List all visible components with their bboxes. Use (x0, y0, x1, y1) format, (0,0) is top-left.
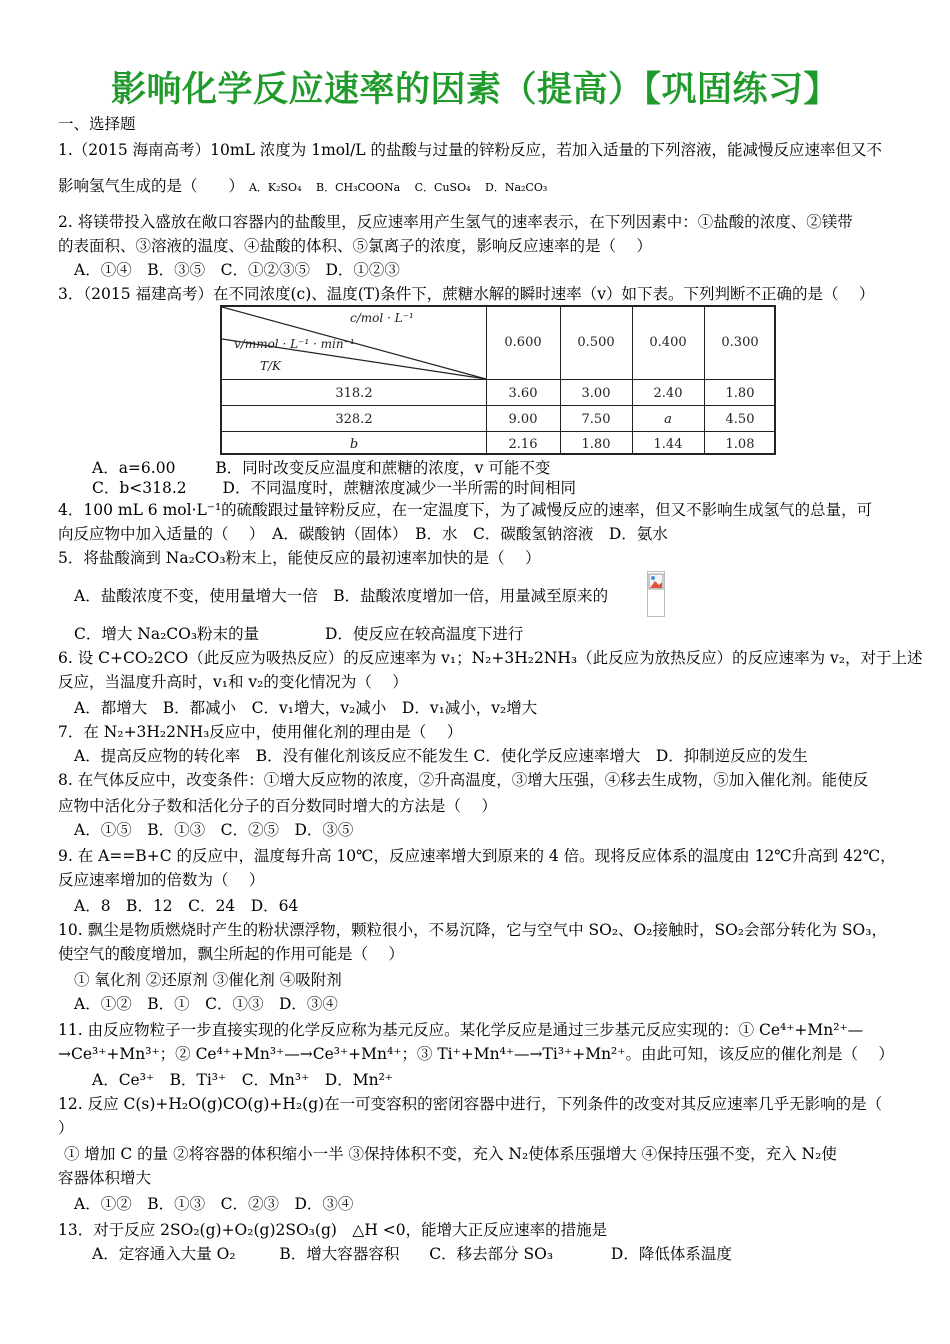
row-2-val-3: a (664, 412, 672, 427)
question-9-options: A．8 B．12 C．24 D．64 (74, 897, 299, 915)
question-1-options: A．K₂SO₄ B．CH₃COONa C．CuSO₄ D．Na₂CO₃ (248, 181, 548, 194)
header-temperature: T/K (260, 359, 282, 373)
question-13-option-c: C．移去部分 SO₃ (429, 1245, 554, 1263)
question-9-line-2: 反应速率增加的倍数为（ ） (58, 871, 265, 889)
question-12-line-1: 12. 反应 C(s)+H₂O(g)CO(g)+H₂(g)在一可变容积的密闭容器中进行，下列条件的改变对其反应速率几乎无影响的是（ (58, 1095, 883, 1113)
row-3-val-3: 1.44 (653, 437, 683, 452)
question-12-line-3: ① 增加 C 的量 ②将容器的体积缩小一半 ③保持体积不变，充入 N₂使体系压强增大 ④保持压强不变，充入 N₂使 (64, 1145, 837, 1163)
conc-2: 0.500 (577, 335, 615, 350)
question-1-line-2 (58, 174, 898, 200)
question-11-options: A．Ce³⁺ B．Ti³⁺ C．Mn³⁺ D．Mn²⁺ (92, 1071, 393, 1089)
question-5-line-1: 5．将盐酸滴到 Na₂CO₃粉末上，能使反应的最初速率加快的是（ ） (58, 549, 541, 567)
question-12-line-4: 容器体积增大 (58, 1169, 152, 1187)
question-11-line-1: 11. 由反应物粒子一步直接实现的化学反应称为基元反应。某化学反应是通过三步基元反应实现的：① Ce⁴⁺+Mn²⁺— (58, 1021, 864, 1039)
question-13-options (92, 1242, 932, 1266)
table-diagonals (222, 307, 778, 457)
row-1-val-4: 1.80 (725, 386, 755, 401)
row-1-val-2: 3.00 (581, 386, 611, 401)
question-4-line-1: 4．100 mL 6 mol·L⁻¹的硫酸跟过量锌粉反应，在一定温度下，为了减慢反应的速率，但又不影响生成氢气的总量，可 (58, 501, 873, 519)
broken-image-icon (647, 571, 665, 617)
question-5-option-d: D．使反应在较高温度下进行 (324, 625, 524, 643)
question-3-option-d: D．不同温度时，蔗糖浓度减少一半所需的时间相同 (222, 479, 576, 497)
conc-4: 0.300 (721, 335, 759, 350)
question-4-line-2: 向反应物中加入适量的（ ） A．碳酸钠（固体） B．水 C．碳酸氢钠溶液 D．氨水 (58, 525, 668, 543)
question-3-option-c: C．b<318.2 (92, 479, 187, 497)
question-7-line-1: 7．在 N₂+3H₂2NH₃反应中，使用催化剂的理由是（ ） (58, 723, 463, 741)
question-1-stem-end: 影响氢气生成的是（ ） (58, 177, 245, 195)
question-6-line-2: 反应，当温度升高时，v₁和 v₂的变化情况为（ ） (58, 673, 408, 691)
question-12-line-2: ） (58, 1119, 74, 1137)
header-rate: v/mmol · L⁻¹ · min⁻¹ (234, 337, 355, 351)
row-3-val-4: 1.08 (725, 437, 755, 452)
question-1-line-1: 1.（2015 海南高考）10mL 浓度为 1mol/L 的盐酸与过量的锌粉反应，若加入适量的下列溶液，能减慢反应速率但又不 (58, 141, 883, 159)
question-10-choices: ① 氧化剂 ②还原剂 ③催化剂 ④吸附剂 (74, 971, 342, 989)
row-2-val-1: 9.00 (508, 412, 538, 427)
question-5-options-cd (74, 622, 914, 646)
question-5-option-c: C．增大 Na₂CO₃粉末的量 (74, 625, 260, 643)
question-8-line-2: 应物中活化分子数和活化分子的百分数同时增大的方法是（ ） (58, 797, 497, 815)
row-3-val-2: 1.80 (581, 437, 611, 452)
row-1-val-1: 3.60 (508, 386, 538, 401)
question-2-line-1: 2. 将镁带投入盛放在敞口容器内的盐酸里，反应速率用产生氢气的速率表示，在下列因素中：①盐酸的浓度、②镁带 (58, 213, 853, 231)
question-2-options: A．①④ B．③⑤ C．①②③⑤ D．①②③ (74, 261, 400, 279)
rate-table (220, 305, 776, 455)
question-5-options-ab: A．盐酸浓度不变，使用量增大一倍 B．盐酸浓度增加一倍，用量减至原来的 (74, 587, 609, 605)
row-2-val-4: 4.50 (725, 412, 755, 427)
question-8-line-1: 8. 在气体反应中，改变条件：①增大反应物的浓度，②升高温度，③增大压强，④移去生成物，⑤加入催化剂。能使反 (58, 771, 869, 789)
row-2-temp: 328.2 (335, 412, 373, 427)
question-8-options: A．①⑤ B．①③ C．②⑤ D．③⑤ (74, 821, 354, 839)
question-13-line-1: 13．对于反应 2SO₂(g)+O₂(g)2SO₃(g) △H <0，能增大正反应速率的措施是 (58, 1221, 608, 1239)
question-3-line-1: 3．（2015 福建高考）在不同浓度(c)、温度(T)条件下，蔗糖水解的瞬时速率（v）如下表。下列判断不正确的是（ ） (58, 285, 875, 303)
question-6-line-1: 6. 设 C+CO₂2CO（此反应为吸热反应）的反应速率为 v₁；N₂+3H₂2NH₃（此反应为放热反应）的反应速率为 v₂，对于上述 (58, 649, 923, 667)
row-1-temp: 318.2 (335, 386, 373, 401)
page-title: 影响化学反应速率的因素（提高）【巩固练习】 (110, 70, 839, 110)
question-10-line-1: 10. 飘尘是物质燃烧时产生的粉状漂浮物，颗粒很小，不易沉降，它与空气中 SO₂、O₂接触时，SO₂会部分转化为 SO₃， (58, 921, 887, 939)
row-1-val-3: 2.40 (653, 386, 683, 401)
section-heading: 一、选择题 (58, 115, 136, 133)
row-3-temp: b (349, 437, 359, 452)
question-10-line-2: 使空气的酸度增加，飘尘所起的作用可能是（ ） (58, 945, 404, 963)
question-9-line-1: 9. 在 A==B+C 的反应中，温度每升高 10℃，反应速率增大到原来的 4 倍。现将反应体系的温度由 12℃升高到 42℃， (58, 847, 896, 865)
question-13-option-a: A．定容通入大量 O₂ (92, 1245, 236, 1263)
conc-3: 0.400 (649, 335, 687, 350)
question-3-option-b: B．同时改变反应温度和蔗糖的浓度，v 可能不变 (215, 459, 551, 477)
question-10-options: A．①② B．① C．①③ D．③④ (74, 995, 338, 1013)
question-3-option-a: A．a=6.00 (92, 459, 176, 477)
row-3-val-1: 2.16 (508, 437, 538, 452)
question-11-line-2: →Ce³⁺+Mn³⁺；② Ce⁴⁺+Mn³⁺—→Ce³⁺+Mn⁴⁺；③ Ti⁺+Mn⁴⁺—→Ti³⁺+Mn²⁺。由此可知，该反应的催化剂是（ ） (58, 1045, 894, 1063)
question-13-option-d: D．降低体系温度 (610, 1245, 732, 1263)
question-13-option-b: B．增大容器容积 (279, 1245, 400, 1263)
question-7-options: A．提高反应物的转化率 B．没有催化剂该反应不能发生 C．使化学反应速率增大 D．抑制逆反应的发生 (74, 747, 808, 765)
question-3-options-cd (92, 476, 932, 500)
question-12-options: A．①② B．①③ C．②③ D．③④ (74, 1195, 354, 1213)
conc-1: 0.600 (504, 335, 542, 350)
question-2-line-2: 的表面积、③溶液的温度、④盐酸的体积、⑤氯离子的浓度，影响反应速率的是（ ） (58, 237, 652, 255)
header-concentration: c/mol · L⁻¹ (350, 311, 414, 325)
question-6-options: A．都增大 B．都减小 C．v₁增大，v₂减小 D．v₁减小，v₂增大 (74, 699, 538, 717)
row-2-val-2: 7.50 (581, 412, 611, 427)
